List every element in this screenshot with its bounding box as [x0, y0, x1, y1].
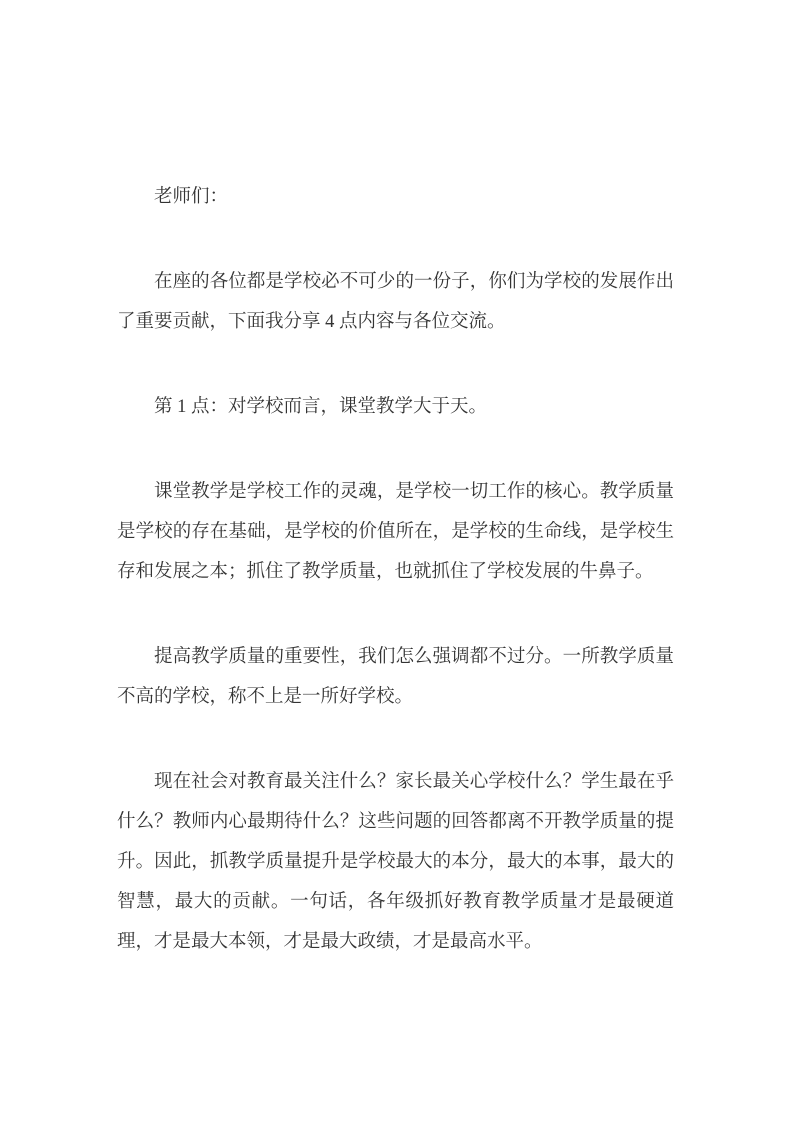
body-paragraph-1: 课堂教学是学校工作的灵魂，是学校一切工作的核心。教学质量是学校的存在基础，是学校的价值所在，是学校的生命线，是学校生存和发展之本；抓住了教学质量，也就抓住了学校发展的牛鼻子。 [117, 482, 674, 582]
document-body [117, 177, 674, 962]
body-paragraph-2: 提高教学质量的重要性，我们怎么强调都不过分。一所教学质量不高的学校，称不上是一所好学校。 [117, 647, 674, 707]
body-paragraph-3: 现在社会对教育最关注什么？家长最关心学校什么？学生最在乎什么？教师内心最期待什么？这些问题的回答都离不开教学质量的提升。因此，抓教学质量提升是学校最大的本分，最大的本事，最大的智慧，最大的贡献。一句话，各年级抓好教育教学质量才是最硬道理，才是最大本领，才是最大政绩，才是最高水平。 [117, 772, 674, 952]
salutation-paragraph: 老师们： [154, 187, 229, 207]
intro-paragraph: 在座的各位都是学校必不可少的一份子，你们为学校的发展作出了重要贡献，下面我分享 4 点内容与各位交流。 [117, 272, 674, 332]
point-1-heading-paragraph: 第 1 点：对学校而言，课堂教学大于天。 [154, 397, 488, 417]
